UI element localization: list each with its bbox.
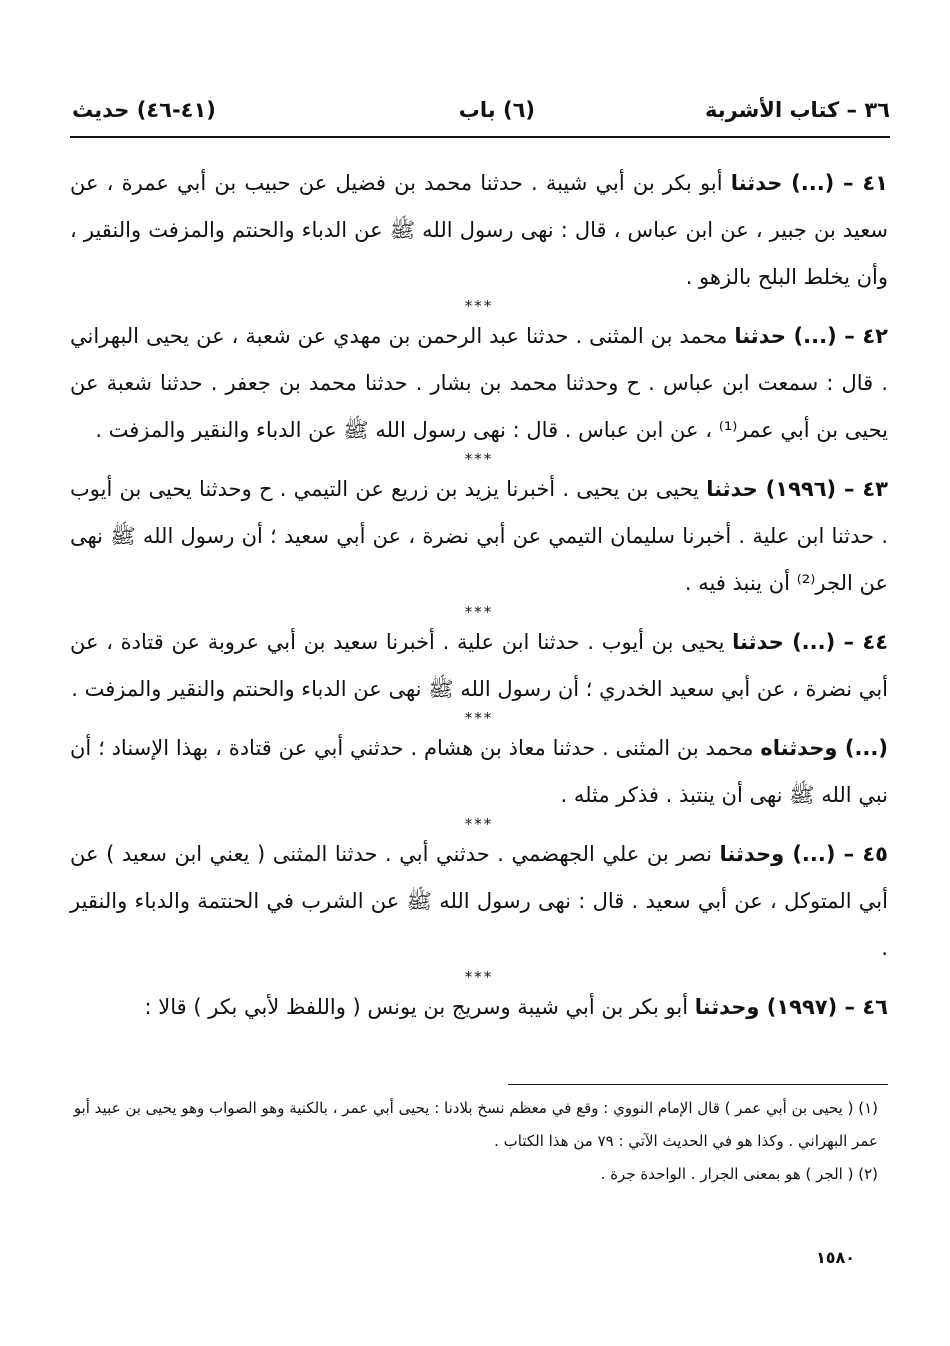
hadith-44-variant	[70, 725, 888, 819]
footnote-divider	[508, 1084, 888, 1085]
section-separator: ***	[464, 709, 494, 727]
hadith-body: أبو بكر بن أبي شيبة وسريج بن يونس ( واللفظ لأبي بكر ) قالا :	[144, 995, 689, 1019]
hadith-body: يحيى بن يحيى . أخبرنا يزيد بن زريع عن التيمي . ح وحدثنا يحيى بن أيوب . حدثنا ابن علية . أخبرنا سليمان التيمي عن أبي نضرة ، عن أبي سعيد ؛ أن رسول الله ﷺ نهى عن الجر⁽²⁾ أن ينبذ فيه .	[70, 477, 888, 595]
footnote-2: (٢) ( الجر ) هو بمعنى الجرار . الواحدة جرة .	[600, 1165, 878, 1183]
hadith-lead: (...) وحدثناه	[760, 736, 888, 760]
section-separator: ***	[464, 297, 494, 315]
hadith-46	[70, 984, 888, 1031]
header-divider	[70, 136, 890, 138]
hadith-41	[70, 160, 888, 301]
hadith-44	[70, 619, 888, 713]
hadith-body: يحيى بن أيوب . حدثنا ابن علية . أخبرنا سعيد بن أبي عروبة عن قتادة ، عن أبي نضرة ، عن أبي سعيد الخدري ؛ أن رسول الله ﷺ نهى عن الدباء والحنتم والنقير والمزفت .	[70, 630, 888, 701]
hadith-45	[70, 831, 888, 972]
page-header	[72, 92, 890, 134]
hadith-lead: ٤٤ – (...) حدثنا	[732, 630, 889, 654]
hadith-text-block	[70, 160, 888, 1031]
section-separator: ***	[464, 603, 494, 621]
chapter-label: (٦) باب	[458, 98, 535, 122]
hadith-lead: ٤٣ – (١٩٩٦) حدثنا	[706, 477, 888, 501]
hadith-body: نصر بن علي الجهضمي . حدثني أبي . حدثنا المثنى ( يعني ابن سعيد ) عن أبي المتوكل ، عن أبي سعيد . قال : نهى رسول الله ﷺ عن الشرب في الحنتمة والدباء والنقير .	[70, 842, 888, 960]
section-separator: ***	[464, 968, 494, 986]
hadith-body: أبو بكر بن أبي شيبة . حدثنا محمد بن فضيل عن حبيب بن أبي عمرة ، عن سعيد بن جبير ، عن ابن عباس ، قال : نهى رسول الله ﷺ عن الدباء والحنتم والمزفت والنقير ، وأن يخلط البلح بالزهو .	[70, 171, 888, 289]
hadith-range: (٤١-٤٦) حديث	[72, 98, 216, 122]
book-title: ٣٦ – كتاب الأشربة	[704, 98, 890, 122]
hadith-lead: ٤٥ – (...) وحدثنا	[719, 842, 888, 866]
hadith-body: محمد بن المثنى . حدثنا معاذ بن هشام . حدثني أبي عن قتادة ، بهذا الإسناد ؛ أن نبي الله ﷺ نهى أن ينتبذ . فذكر مثله .	[70, 736, 888, 807]
hadith-body: محمد بن المثنى . حدثنا عبد الرحمن بن مهدي عن شعبة ، عن يحيى البهراني . قال : سمعت ابن عباس . ح وحدثنا محمد بن بشار . حدثنا محمد بن جعفر . حدثنا شعبة عن يحيى بن أبي عمر⁽¹⁾ ، عن ابن عباس . قال : نهى رسول الله ﷺ عن الدباء والنقير والمزفت .	[70, 324, 888, 442]
section-separator: ***	[464, 450, 494, 468]
hadith-lead: ٤٢ – (...) حدثنا	[734, 324, 888, 348]
hadith-lead: ٤١ – (...) حدثنا	[730, 171, 888, 195]
footnotes	[70, 1092, 878, 1191]
page-number: ١٥٨٠	[815, 1248, 855, 1267]
footnote-1: (١) ( يحيى بن أبي عمر ) قال الإمام النووي : وقع في معظم نسخ بلادنا : يحيى أبي عمر ، بالكنية وهو الصواب وهو يحيى بن عبيد أبو عمر البهراني . وكذا هو في الحديث الآتي : ٧٩ من هذا الكتاب .	[73, 1099, 878, 1150]
section-separator: ***	[464, 815, 494, 833]
hadith-42	[70, 313, 888, 454]
hadith-lead: ٤٦ – (١٩٩٧) وحدثنا	[694, 995, 888, 1019]
hadith-43	[70, 466, 888, 607]
